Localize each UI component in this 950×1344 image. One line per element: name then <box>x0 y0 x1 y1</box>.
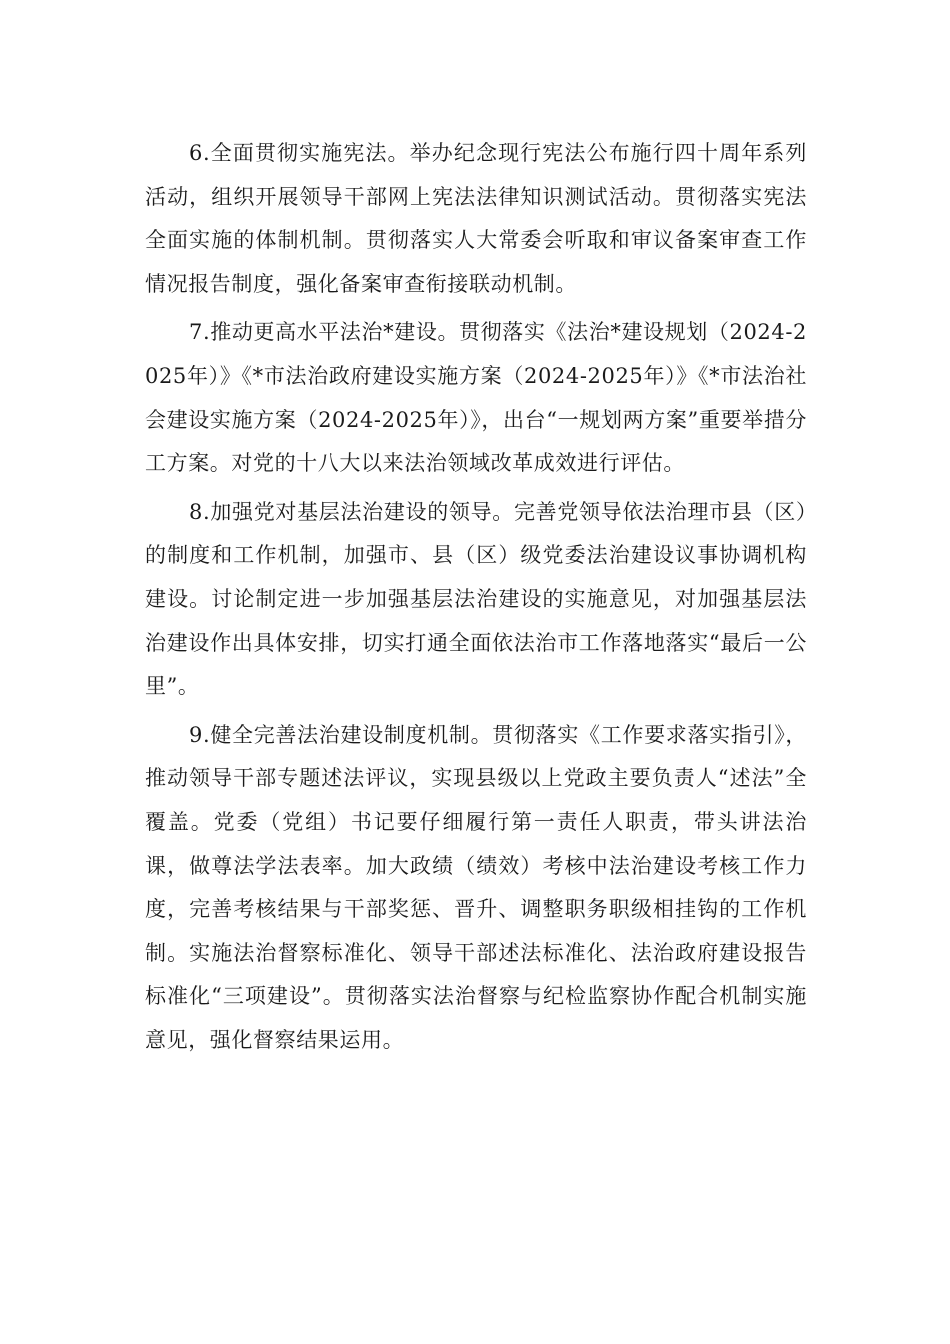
document-body <box>145 132 807 1067</box>
paragraph-7: 7.推动更高水平法治*建设。贯彻落实《法治*建设规划（2024-2025年）》《*市法治政府建设实施方案（2024-2025年）》《*市法治社会建设实施方案（2024-2025年）》，出台“一规划两方案”重要举措分工方案。对党的十八大以来法治领域改革成效进行评估。 <box>145 320 807 476</box>
paragraph-9: 9.健全完善法治建设制度机制。贯彻落实《工作要求落实指引》，推动领导干部专题述法评议，实现县级以上党政主要负责人“述法”全覆盖。党委（党组）书记要仔细履行第一责任人职责，带头讲法治课，做尊法学法表率。加大政绩（绩效）考核中法治建设考核工作力度，完善考核结果与干部奖惩、晋升、调整职务职级相挂钩的工作机制。实施法治督察标准化、领导干部述法标准化、法治政府建设报告标准化“三项建设”。贯彻落实法治督察与纪检监察协作配合机制实施意见，强化督察结果运用。 <box>145 722 807 1052</box>
paragraph-8: 8.加强党对基层法治建设的领导。完善党领导依法治理市县（区）的制度和工作机制，加强市、县（区）级党委法治建设议事协调机构建设。讨论制定进一步加强基层法治建设的实施意见，对加强基层法治建设作出具体安排，切实打通全面依法治市工作落地落实“最后一公里”。 <box>145 499 807 699</box>
paragraph-6: 6.全面贯彻实施宪法。举办纪念现行宪法公布施行四十周年系列活动，组织开展领导干部网上宪法法律知识测试活动。贯彻落实宪法全面实施的体制机制。贯彻落实人大常委会听取和审议备案审查工作情况报告制度，强化备案审查衔接联动机制。 <box>145 141 807 296</box>
